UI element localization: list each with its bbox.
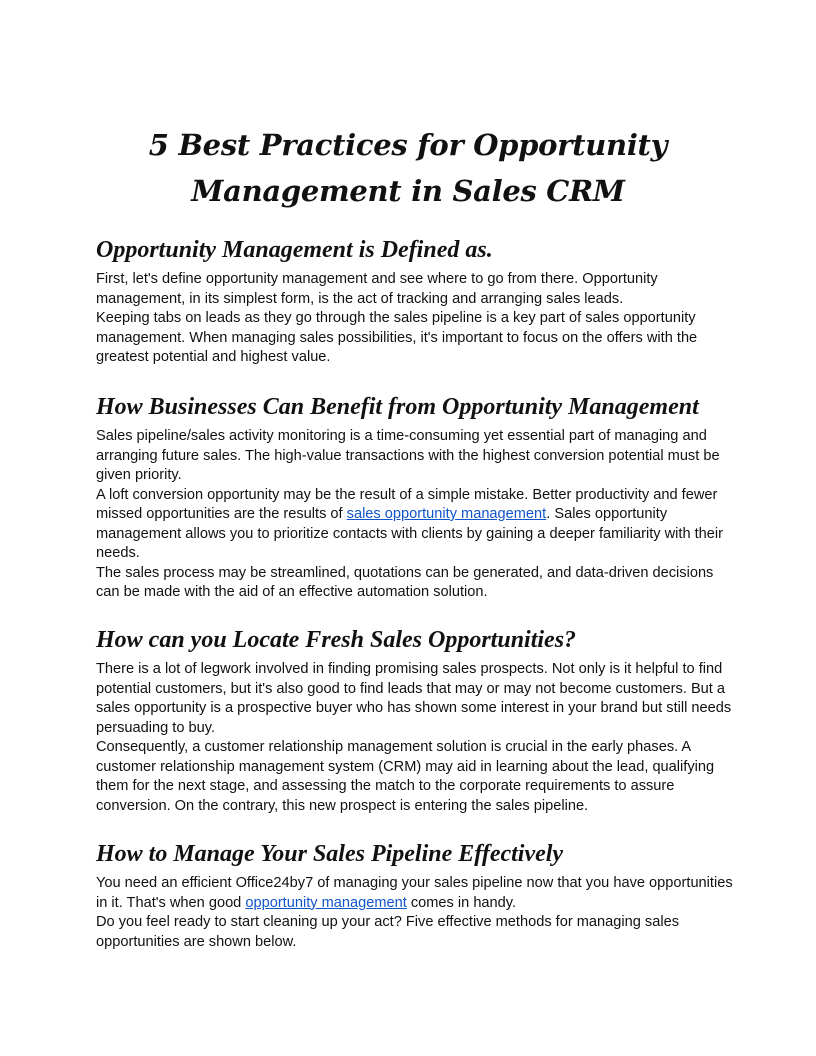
document-title: 5 Best Practices for Opportunity Management in Sales CRM — [148, 128, 668, 208]
section-manage-pipeline — [96, 840, 736, 952]
section-opportunity-management-defined — [96, 236, 736, 368]
paragraph: Keeping tabs on leads as they go through the sales pipeline is a key part of sales opportunity management. When managing sales possibilities, it's important to focus on the offers with the greatest potential and highest value. — [96, 310, 698, 365]
opportunity-management-link[interactable]: opportunity management — [245, 894, 407, 911]
section-business-benefits — [96, 393, 736, 603]
paragraph-text: A loft conversion opportunity may be the result of a simple mistake. Better productivity and fewer missed opportunities are the results of — [96, 486, 718, 522]
paragraph-text: comes in handy. — [406, 894, 517, 911]
paragraph: Sales pipeline/sales activity monitoring is a time-consuming yet essential part of managing and arranging future sales. The high-value transactions with the highest conversion potential must be given priority. — [96, 428, 720, 483]
paragraph: The sales process may be streamlined, quotations can be generated, and data-driven decisions can be made with the aid of an effective automation solution. — [96, 564, 714, 600]
section-heading: Opportunity Management is Defined as. — [96, 237, 493, 263]
paragraph-with-link — [96, 486, 736, 564]
paragraph: First, let's define opportunity management and see where to go from there. Opportunity management, in its simplest form, is the act of tracking and arranging sales leads. — [96, 271, 658, 307]
section-heading: How Businesses Can Benefit from Opportunity Management — [96, 394, 699, 420]
paragraph: Do you feel ready to start cleaning up your act? Five effective methods for managing sales opportunities are shown below. — [96, 914, 679, 950]
paragraph-text: You need an efficient Office24by7 of managing your sales pipeline now that you have opportunities in it. That's when good — [96, 875, 733, 911]
paragraph: Consequently, a customer relationship management solution is crucial in the early phases. A customer relationship management system (CRM) may aid in learning about the lead, qualifying them for the next stage, and assessing the match to the corporate requirements to assure conversion. On the contrary, this new prospect is entering the sales pipeline. — [96, 739, 715, 814]
section-heading: How to Manage Your Sales Pipeline Effectively — [96, 841, 564, 867]
section-heading: How can you Locate Fresh Sales Opportunities? — [96, 627, 577, 653]
paragraph-with-link — [96, 874, 736, 913]
paragraph: There is a lot of legwork involved in finding promising sales prospects. Not only is it helpful to find potential customers, but it's also good to find leads that may or may not become customers. But a sales opportunity is a prospective buyer who has shown some interest in your brand but still needs persuading to buy. — [96, 661, 732, 736]
section-locate-opportunities — [96, 626, 736, 816]
sales-opportunity-management-link[interactable]: sales opportunity management — [346, 506, 547, 522]
paragraph-text: . Sales opportunity management allows you to prioritize contacts with clients by gaining a deeper familiarity with their needs. — [96, 506, 724, 561]
